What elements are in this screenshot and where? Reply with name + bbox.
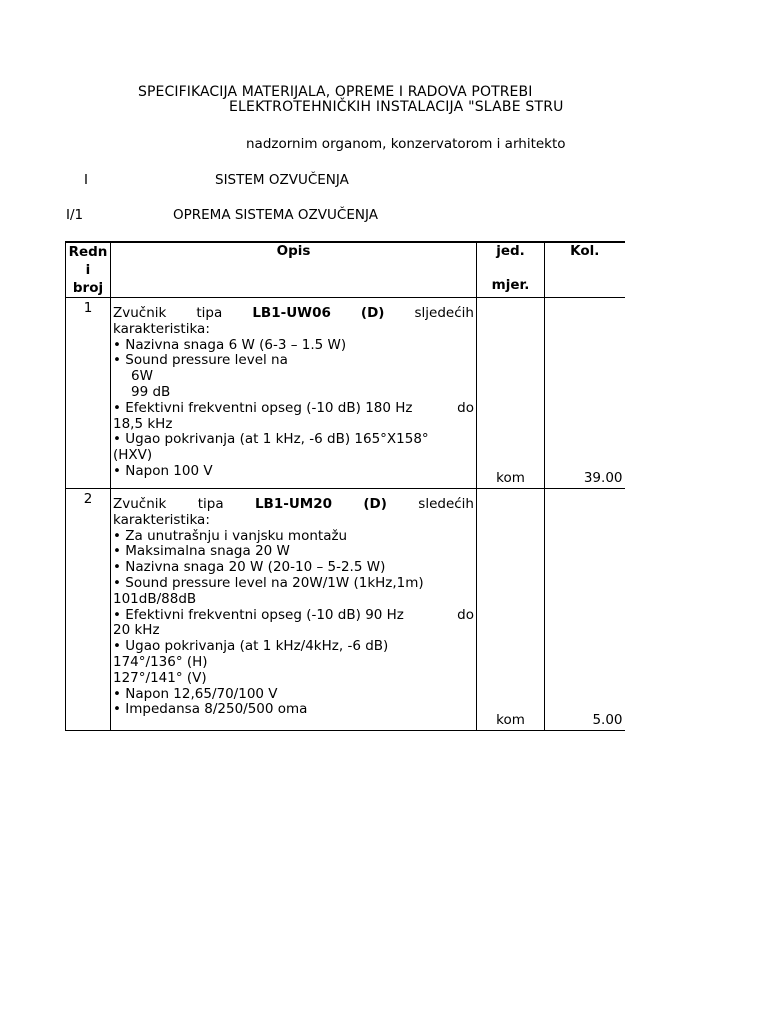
subsection-number: I/1 xyxy=(66,207,84,223)
desc-line: • Ugao pokrivanja (at 1 kHz/4kHz, -6 dB) xyxy=(113,638,389,655)
desc-line: • Nazivna snaga 20 W (20-10 – 5-2.5 W) xyxy=(113,559,386,576)
specification-table xyxy=(65,241,625,731)
desc-line: karakteristika: xyxy=(113,511,210,528)
desc-line: • Sound pressure level na 20W/1W (1kHz,1m) xyxy=(113,574,424,591)
desc-line: 127°/141° (V) xyxy=(113,669,207,686)
desc-line: 20 kHz xyxy=(113,622,160,639)
product-code: LB1-UM20 xyxy=(254,496,333,512)
document-subtitle: nadzornim organom, konzervatorom i arhitekto xyxy=(246,136,566,152)
row-quantity xyxy=(545,298,625,489)
header-jed-line1: jed. xyxy=(496,243,525,259)
header-rb-line2: i xyxy=(85,262,91,278)
desc-text: • Efektivni frekventni opseg (-10 dB) 180 Hz xyxy=(113,399,413,416)
desc-line: 18,5 kHz xyxy=(113,415,173,432)
table-header-row xyxy=(66,242,625,298)
row-description xyxy=(111,489,477,731)
desc-word: sledećih xyxy=(418,496,474,512)
desc-word: tipa xyxy=(197,496,224,512)
product-code: LB1-UW06 xyxy=(252,305,331,321)
row-unit xyxy=(477,489,545,731)
desc-line xyxy=(113,306,474,322)
desc-line: • Sound pressure level na xyxy=(113,352,288,369)
unit-text: kom xyxy=(496,470,525,486)
section-title: SISTEM OZVUČENJA xyxy=(215,172,349,188)
desc-line: 6W xyxy=(131,368,153,385)
desc-text: • Efektivni frekventni opseg (-10 dB) 90 Hz xyxy=(113,606,404,623)
desc-word: tipa xyxy=(196,305,223,321)
desc-line: 99 dB xyxy=(131,383,171,400)
desc-line: 174°/136° (H) xyxy=(113,653,208,670)
desc-word: Zvučnik xyxy=(113,305,167,321)
desc-line: • Napon 12,65/70/100 V xyxy=(113,685,278,702)
header-jed-line2: mjer. xyxy=(491,277,530,293)
header-jed-mjer xyxy=(477,242,545,298)
table-row xyxy=(66,298,625,489)
desc-line: • Maksimalna snaga 20 W xyxy=(113,543,290,560)
row-unit xyxy=(477,298,545,489)
quantity-text: 39.00 xyxy=(583,470,623,486)
desc-line: 101dB/88dB xyxy=(113,590,197,607)
desc-line: karakteristika: xyxy=(113,320,210,337)
quantity-text: 5.00 xyxy=(592,712,623,728)
desc-line: • Napon 100 V xyxy=(113,462,213,479)
row-number: 1 xyxy=(66,298,111,489)
document-title-line2: ELEKTROTEHNIČKIH INSTALACIJA "SLABE STRU xyxy=(229,99,564,115)
table-row xyxy=(66,489,625,731)
header-opis: Opis xyxy=(111,242,477,298)
subsection-title: OPREMA SISTEMA OZVUČENJA xyxy=(173,207,378,223)
desc-line: • Za unutrašnju i vanjsku montažu xyxy=(113,527,348,544)
row-quantity xyxy=(545,489,625,731)
desc-word: sljedećih xyxy=(414,305,474,321)
desc-line xyxy=(113,608,474,624)
section-number: I xyxy=(84,172,88,188)
desc-text: do xyxy=(457,606,474,623)
header-kol: Kol. xyxy=(545,242,625,298)
desc-line: • Ugao pokrivanja (at 1 kHz, -6 dB) 165°X158° xyxy=(113,431,429,448)
row-number: 2 xyxy=(66,489,111,731)
desc-text: do xyxy=(457,399,474,416)
desc-word: Zvučnik xyxy=(113,496,167,512)
product-variant: (D) xyxy=(360,305,385,321)
document-title-line1: SPECIFIKACIJA MATERIJALA, OPREME I RADOVA POTREBI xyxy=(138,84,533,100)
unit-text: kom xyxy=(496,712,525,728)
header-redni-broj xyxy=(66,242,111,298)
desc-line: (HXV) xyxy=(113,447,153,464)
desc-line xyxy=(113,401,474,417)
header-rb-line1: Redn xyxy=(68,244,108,260)
row-description xyxy=(111,298,477,489)
header-rb-line3: broj xyxy=(72,280,104,296)
desc-line: • Nazivna snaga 6 W (6-3 – 1.5 W) xyxy=(113,336,347,353)
desc-line xyxy=(113,497,474,513)
product-variant: (D) xyxy=(363,496,387,512)
desc-line: • Impedansa 8/250/500 oma xyxy=(113,701,308,718)
